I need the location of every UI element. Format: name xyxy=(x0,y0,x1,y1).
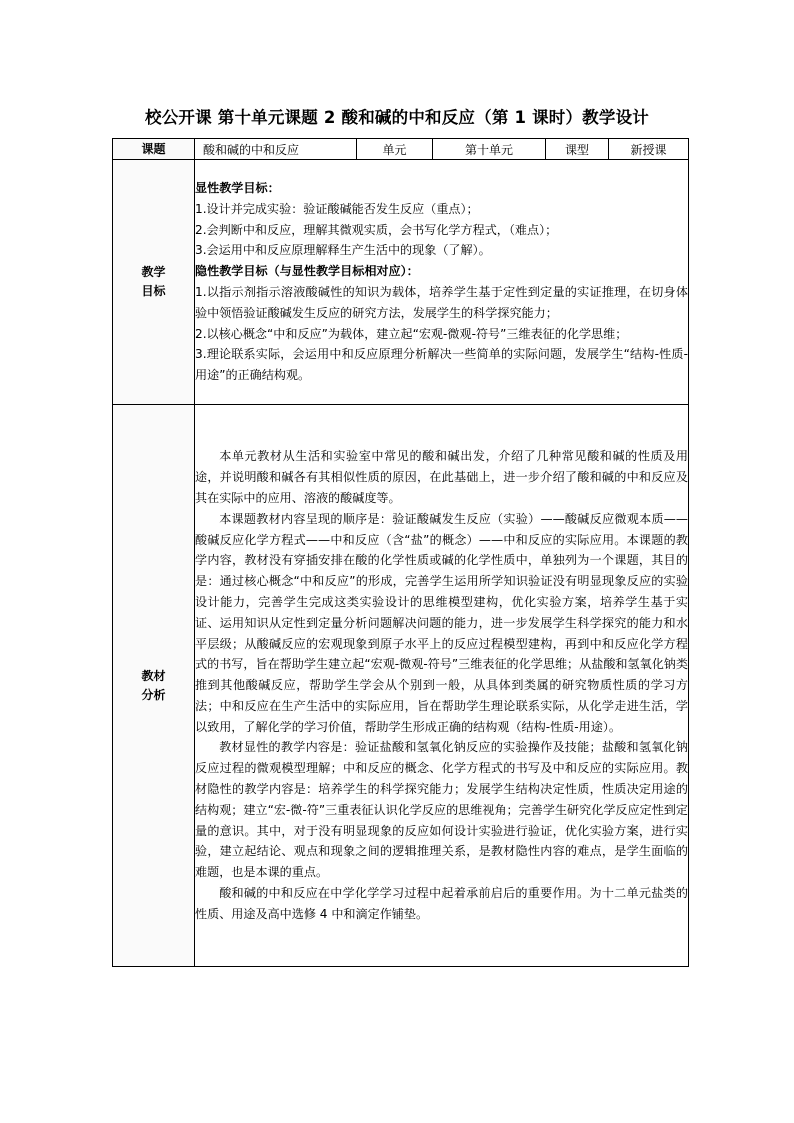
document-title: 校公开课 第十单元课题 2 酸和碱的中和反应（第 1 课时）教学设计 xyxy=(145,108,649,127)
implicit-objective: 2.以核心概念“中和反应”为载体，建立起“宏观-微观-符号”三维表征的化学思维； xyxy=(195,326,628,341)
implicit-objective: 3.理论联系实际，会运用中和反应原理分析解决一些简单的实际问题，发展学生“结构-性质-用途”的正确结构观。 xyxy=(195,347,688,383)
explicit-objective: 3.会运用中和反应原理解释生产生活中的现象（了解）。 xyxy=(195,243,491,258)
analysis-paragraph: 本单元教材从生活和实验室中常见的酸和碱出发，介绍了几种常见酸和碱的性质及用途，并说明酸和碱各有其相似性质的原因，在此基础上，进一步介绍了酸和碱的中和反应及其在实际中的应用、溶液的酸碱度等。 xyxy=(195,449,688,505)
explicit-objective: 1.设计并完成实验：验证酸碱能否发生反应（重点）； xyxy=(195,201,479,216)
implicit-objectives-heading: 隐性教学目标（与显性教学目标相对应）： xyxy=(195,264,419,279)
unit-label: 单元 xyxy=(357,139,433,160)
analysis-label xyxy=(113,405,195,967)
analysis-paragraph: 教材显性的教学内容是：验证盐酸和氢氧化钠反应的实验操作及技能；盐酸和氢氧化钠反应过程的微观模型理解；中和反应的概念、化学方程式的书写及中和反应的实际应用。教材隐性的教学内容是：培养学生的科学探究能力；发展学生结构决定性质，性质决定用途的结构观；建立“宏-微-符”三重表征认识化学反应的思维视角；完善学生研究化学反应定性到定量的意识。其中，对于没有明显现象的反应如何设计实验进行验证，优化实验方案，进行实验，建立起结论、观点和现象之间的逻辑推理关系，是教材隐性内容的难点，是学生面临的难题，也是本课的重点。 xyxy=(195,740,688,880)
objectives-label-top: 教学 xyxy=(141,265,166,279)
objectives-row xyxy=(113,160,689,405)
explicit-objectives-heading: 显性教学目标： xyxy=(195,181,280,196)
analysis-row xyxy=(113,405,689,967)
objectives-content xyxy=(195,160,689,405)
analysis-label-bottom: 分析 xyxy=(141,687,166,702)
analysis-paragraph: 本课题教材内容呈现的顺序是：验证酸碱发生反应（实验）——酸碱反应微观本质——酸碱反应化学方程式——中和反应（含“盐”的概念）——中和反应的实际应用。本课题的教学内容，教材没有穿插安排在酸的化学性质或碱的化学性质中，单独列为一个课题，其目的是：通过核心概念“中和反应”的形成，完善学生运用所学知识验证没有明显现象反应的实验设计能力，完善学生完成这类实验设计的思维模型建构，优化实验方案，培养学生基于实证、运用知识从定性到定量分析问题解决问题的能力，进一步发展学生科学探究的能力和水平层级；从酸碱反应的宏观现象到原子水平上的反应过程模型建构，再到中和反应化学方程式的书写，旨在帮助学生建立起“宏观-微观-符号”三维表征的化学思维；从盐酸和氢氧化钠类推到其他酸碱反应，帮助学生学会从个别到一般，从具体到类属的研究物质性质的学习方法；中和反应在生产生活中的实际应用，旨在帮助学生理论联系实际，从化学走进生活，学以致用，了解化学的学习价值，帮助学生形成正确的结构观（结构-性质-用途）。 xyxy=(195,511,688,734)
implicit-objective: 1.以指示剂指示溶液酸碱性的知识为载体，培养学生基于定性到定量的实证推理，在切身体验中领悟验证酸碱发生反应的研究方法，发展学生的科学探究能力； xyxy=(195,285,688,320)
analysis-content xyxy=(195,405,689,967)
lesson-design-table xyxy=(112,138,689,967)
topic-value: 酸和碱的中和反应 xyxy=(195,139,357,160)
analysis-paragraph: 酸和碱的中和反应在中学化学学习过程中起着承前启后的重要作用。为十二单元盐类的性质、用途及高中选修 4 中和滴定作铺垫。 xyxy=(195,886,688,921)
topic-label: 课题 xyxy=(113,139,195,160)
type-label: 课型 xyxy=(546,139,609,160)
objectives-label xyxy=(113,160,195,405)
type-value: 新授课 xyxy=(609,139,689,160)
explicit-objective: 2.会判断中和反应，理解其微观实质，会书写化学方程式，（难点）； xyxy=(195,222,558,237)
objectives-label-bottom: 目标 xyxy=(141,284,166,298)
analysis-label-top: 教材 xyxy=(141,668,166,683)
header-row xyxy=(113,139,689,160)
unit-value: 第十单元 xyxy=(433,139,546,160)
